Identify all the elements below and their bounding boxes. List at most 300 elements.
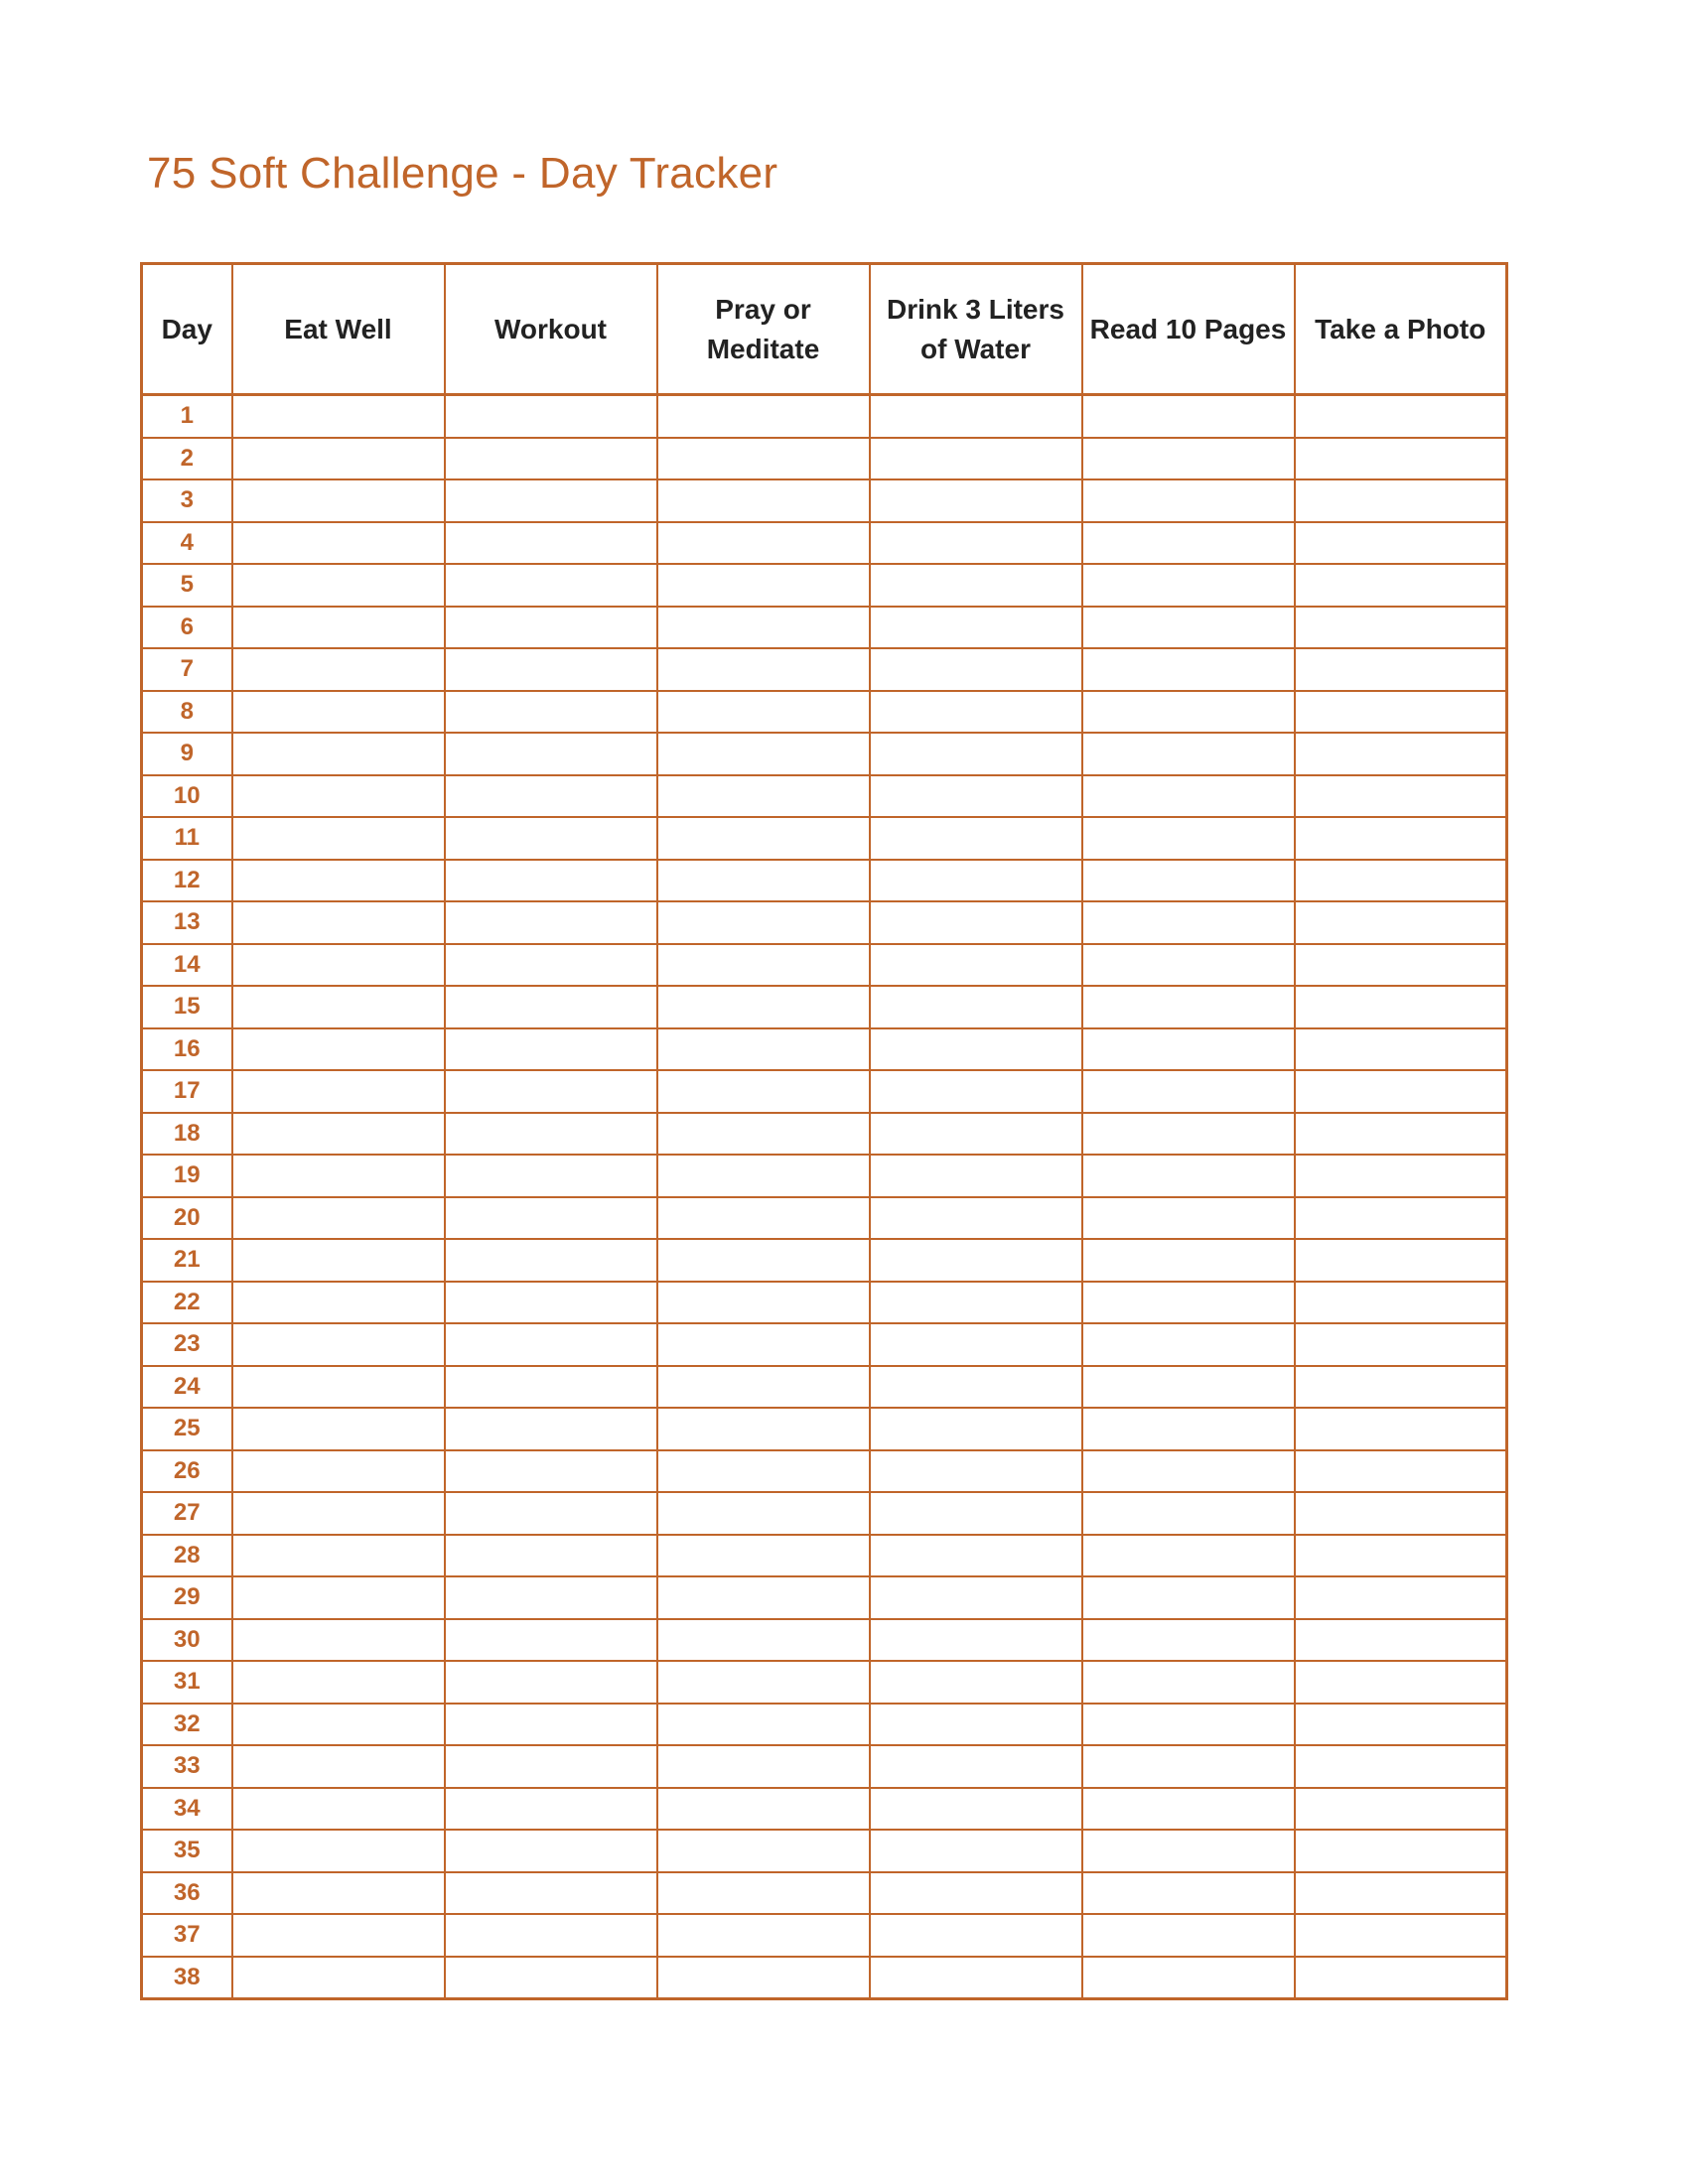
pray-or-meditate-checkbox-cell[interactable] bbox=[657, 1492, 870, 1535]
day-number: 28 bbox=[142, 1535, 232, 1577]
pray-or-meditate-checkbox-cell[interactable] bbox=[657, 901, 870, 944]
workout-checkbox-cell[interactable] bbox=[445, 1704, 657, 1746]
drink-water-checkbox-cell[interactable] bbox=[870, 1197, 1082, 1240]
workout-checkbox-cell[interactable] bbox=[445, 1450, 657, 1493]
read-pages-checkbox-cell[interactable] bbox=[1082, 1323, 1295, 1366]
day-number: 21 bbox=[142, 1239, 232, 1282]
eat-well-checkbox-cell[interactable] bbox=[232, 1366, 445, 1409]
read-pages-checkbox-cell[interactable] bbox=[1082, 564, 1295, 607]
workout-checkbox-cell[interactable] bbox=[445, 1492, 657, 1535]
day-number: 38 bbox=[142, 1957, 232, 1999]
workout-checkbox-cell[interactable] bbox=[445, 691, 657, 734]
pray-or-meditate-checkbox-cell[interactable] bbox=[657, 1957, 870, 1999]
pray-or-meditate-checkbox-cell[interactable] bbox=[657, 522, 870, 565]
table-row bbox=[142, 1788, 1507, 1831]
read-pages-checkbox-cell[interactable] bbox=[1082, 648, 1295, 691]
day-number: 11 bbox=[142, 817, 232, 860]
take-photo-checkbox-cell[interactable] bbox=[1295, 691, 1507, 734]
drink-water-checkbox-cell[interactable] bbox=[870, 1113, 1082, 1156]
read-pages-checkbox-cell[interactable] bbox=[1082, 1492, 1295, 1535]
table-row bbox=[142, 691, 1507, 734]
pray-or-meditate-checkbox-cell[interactable] bbox=[657, 1576, 870, 1619]
drink-water-checkbox-cell[interactable] bbox=[870, 817, 1082, 860]
day-number: 34 bbox=[142, 1788, 232, 1831]
drink-water-checkbox-cell[interactable] bbox=[870, 1619, 1082, 1662]
take-photo-checkbox-cell[interactable] bbox=[1295, 522, 1507, 565]
table-row bbox=[142, 1619, 1507, 1662]
take-photo-checkbox-cell[interactable] bbox=[1295, 607, 1507, 649]
workout-checkbox-cell[interactable] bbox=[445, 733, 657, 775]
pray-or-meditate-checkbox-cell[interactable] bbox=[657, 1704, 870, 1746]
pray-or-meditate-checkbox-cell[interactable] bbox=[657, 944, 870, 987]
pray-or-meditate-checkbox-cell[interactable] bbox=[657, 1535, 870, 1577]
take-photo-checkbox-cell[interactable] bbox=[1295, 395, 1507, 438]
pray-or-meditate-checkbox-cell[interactable] bbox=[657, 817, 870, 860]
take-photo-checkbox-cell[interactable] bbox=[1295, 1197, 1507, 1240]
table-row bbox=[142, 1408, 1507, 1450]
table-row bbox=[142, 733, 1507, 775]
take-photo-checkbox-cell[interactable] bbox=[1295, 479, 1507, 522]
eat-well-checkbox-cell[interactable] bbox=[232, 1028, 445, 1071]
eat-well-checkbox-cell[interactable] bbox=[232, 1113, 445, 1156]
eat-well-checkbox-cell[interactable] bbox=[232, 1788, 445, 1831]
table-row bbox=[142, 522, 1507, 565]
day-number: 3 bbox=[142, 479, 232, 522]
workout-checkbox-cell[interactable] bbox=[445, 1197, 657, 1240]
eat-well-checkbox-cell[interactable] bbox=[232, 395, 445, 438]
table-row bbox=[142, 1197, 1507, 1240]
day-number: 29 bbox=[142, 1576, 232, 1619]
pray-or-meditate-checkbox-cell[interactable] bbox=[657, 1028, 870, 1071]
read-pages-checkbox-cell[interactable] bbox=[1082, 1028, 1295, 1071]
eat-well-checkbox-cell[interactable] bbox=[232, 607, 445, 649]
table-row bbox=[142, 1872, 1507, 1915]
workout-checkbox-cell[interactable] bbox=[445, 1408, 657, 1450]
eat-well-checkbox-cell[interactable] bbox=[232, 1408, 445, 1450]
column-header-workout: Workout bbox=[445, 264, 657, 395]
drink-water-checkbox-cell[interactable] bbox=[870, 1239, 1082, 1282]
workout-checkbox-cell[interactable] bbox=[445, 438, 657, 480]
read-pages-checkbox-cell[interactable] bbox=[1082, 1830, 1295, 1872]
take-photo-checkbox-cell[interactable] bbox=[1295, 1914, 1507, 1957]
drink-water-checkbox-cell[interactable] bbox=[870, 1788, 1082, 1831]
eat-well-checkbox-cell[interactable] bbox=[232, 1197, 445, 1240]
drink-water-checkbox-cell[interactable] bbox=[870, 522, 1082, 565]
eat-well-checkbox-cell[interactable] bbox=[232, 1704, 445, 1746]
eat-well-checkbox-cell[interactable] bbox=[232, 901, 445, 944]
take-photo-checkbox-cell[interactable] bbox=[1295, 733, 1507, 775]
read-pages-checkbox-cell[interactable] bbox=[1082, 1239, 1295, 1282]
read-pages-checkbox-cell[interactable] bbox=[1082, 1745, 1295, 1788]
take-photo-checkbox-cell[interactable] bbox=[1295, 1872, 1507, 1915]
drink-water-checkbox-cell[interactable] bbox=[870, 1450, 1082, 1493]
read-pages-checkbox-cell[interactable] bbox=[1082, 901, 1295, 944]
day-number: 33 bbox=[142, 1745, 232, 1788]
take-photo-checkbox-cell[interactable] bbox=[1295, 1408, 1507, 1450]
drink-water-checkbox-cell[interactable] bbox=[870, 733, 1082, 775]
table-row bbox=[142, 1492, 1507, 1535]
table-row bbox=[142, 986, 1507, 1028]
day-number: 36 bbox=[142, 1872, 232, 1915]
workout-checkbox-cell[interactable] bbox=[445, 986, 657, 1028]
eat-well-checkbox-cell[interactable] bbox=[232, 1576, 445, 1619]
drink-water-checkbox-cell[interactable] bbox=[870, 775, 1082, 818]
read-pages-checkbox-cell[interactable] bbox=[1082, 1619, 1295, 1662]
workout-checkbox-cell[interactable] bbox=[445, 1155, 657, 1197]
workout-checkbox-cell[interactable] bbox=[445, 479, 657, 522]
workout-checkbox-cell[interactable] bbox=[445, 817, 657, 860]
pray-or-meditate-checkbox-cell[interactable] bbox=[657, 1155, 870, 1197]
drink-water-checkbox-cell[interactable] bbox=[870, 1492, 1082, 1535]
workout-checkbox-cell[interactable] bbox=[445, 1282, 657, 1324]
day-number: 24 bbox=[142, 1366, 232, 1409]
day-number: 25 bbox=[142, 1408, 232, 1450]
take-photo-checkbox-cell[interactable] bbox=[1295, 564, 1507, 607]
drink-water-checkbox-cell[interactable] bbox=[870, 1028, 1082, 1071]
take-photo-checkbox-cell[interactable] bbox=[1295, 1282, 1507, 1324]
eat-well-checkbox-cell[interactable] bbox=[232, 1535, 445, 1577]
day-number: 26 bbox=[142, 1450, 232, 1493]
day-number: 8 bbox=[142, 691, 232, 734]
take-photo-checkbox-cell[interactable] bbox=[1295, 1028, 1507, 1071]
drink-water-checkbox-cell[interactable] bbox=[870, 479, 1082, 522]
take-photo-checkbox-cell[interactable] bbox=[1295, 1323, 1507, 1366]
workout-checkbox-cell[interactable] bbox=[445, 1239, 657, 1282]
pray-or-meditate-checkbox-cell[interactable] bbox=[657, 1619, 870, 1662]
day-number: 6 bbox=[142, 607, 232, 649]
drink-water-checkbox-cell[interactable] bbox=[870, 1535, 1082, 1577]
workout-checkbox-cell[interactable] bbox=[445, 944, 657, 987]
eat-well-checkbox-cell[interactable] bbox=[232, 522, 445, 565]
eat-well-checkbox-cell[interactable] bbox=[232, 1745, 445, 1788]
page-title: 75 Soft Challenge - Day Tracker bbox=[147, 149, 778, 198]
read-pages-checkbox-cell[interactable] bbox=[1082, 479, 1295, 522]
take-photo-checkbox-cell[interactable] bbox=[1295, 1576, 1507, 1619]
workout-checkbox-cell[interactable] bbox=[445, 1070, 657, 1113]
workout-checkbox-cell[interactable] bbox=[445, 1661, 657, 1704]
eat-well-checkbox-cell[interactable] bbox=[232, 564, 445, 607]
take-photo-checkbox-cell[interactable] bbox=[1295, 1070, 1507, 1113]
workout-checkbox-cell[interactable] bbox=[445, 1323, 657, 1366]
table-row bbox=[142, 775, 1507, 818]
pray-or-meditate-checkbox-cell[interactable] bbox=[657, 1788, 870, 1831]
table-row bbox=[142, 1113, 1507, 1156]
table-row bbox=[142, 1323, 1507, 1366]
column-header-water-label: Drink 3 Liters of Water bbox=[887, 293, 1064, 364]
day-number: 14 bbox=[142, 944, 232, 987]
eat-well-checkbox-cell[interactable] bbox=[232, 691, 445, 734]
table-row bbox=[142, 1366, 1507, 1409]
drink-water-checkbox-cell[interactable] bbox=[870, 1576, 1082, 1619]
pray-or-meditate-checkbox-cell[interactable] bbox=[657, 1113, 870, 1156]
read-pages-checkbox-cell[interactable] bbox=[1082, 1197, 1295, 1240]
day-tracker-table bbox=[140, 262, 1508, 2000]
pray-or-meditate-checkbox-cell[interactable] bbox=[657, 648, 870, 691]
read-pages-checkbox-cell[interactable] bbox=[1082, 1408, 1295, 1450]
read-pages-checkbox-cell[interactable] bbox=[1082, 438, 1295, 480]
table-row bbox=[142, 1745, 1507, 1788]
drink-water-checkbox-cell[interactable] bbox=[870, 1872, 1082, 1915]
table-row bbox=[142, 817, 1507, 860]
drink-water-checkbox-cell[interactable] bbox=[870, 944, 1082, 987]
day-number: 16 bbox=[142, 1028, 232, 1071]
eat-well-checkbox-cell[interactable] bbox=[232, 860, 445, 902]
read-pages-checkbox-cell[interactable] bbox=[1082, 1957, 1295, 1999]
drink-water-checkbox-cell[interactable] bbox=[870, 986, 1082, 1028]
take-photo-checkbox-cell[interactable] bbox=[1295, 860, 1507, 902]
read-pages-checkbox-cell[interactable] bbox=[1082, 1113, 1295, 1156]
eat-well-checkbox-cell[interactable] bbox=[232, 944, 445, 987]
table-row bbox=[142, 1914, 1507, 1957]
workout-checkbox-cell[interactable] bbox=[445, 901, 657, 944]
table-row bbox=[142, 648, 1507, 691]
take-photo-checkbox-cell[interactable] bbox=[1295, 1661, 1507, 1704]
table-row bbox=[142, 1661, 1507, 1704]
day-number: 12 bbox=[142, 860, 232, 902]
table-row bbox=[142, 1028, 1507, 1071]
take-photo-checkbox-cell[interactable] bbox=[1295, 1113, 1507, 1156]
pray-or-meditate-checkbox-cell[interactable] bbox=[657, 1914, 870, 1957]
table-row bbox=[142, 1830, 1507, 1872]
day-number: 32 bbox=[142, 1704, 232, 1746]
pray-or-meditate-checkbox-cell[interactable] bbox=[657, 564, 870, 607]
take-photo-checkbox-cell[interactable] bbox=[1295, 1239, 1507, 1282]
read-pages-checkbox-cell[interactable] bbox=[1082, 1704, 1295, 1746]
eat-well-checkbox-cell[interactable] bbox=[232, 733, 445, 775]
drink-water-checkbox-cell[interactable] bbox=[870, 438, 1082, 480]
eat-well-checkbox-cell[interactable] bbox=[232, 1914, 445, 1957]
drink-water-checkbox-cell[interactable] bbox=[870, 1957, 1082, 1999]
workout-checkbox-cell[interactable] bbox=[445, 607, 657, 649]
drink-water-checkbox-cell[interactable] bbox=[870, 1830, 1082, 1872]
drink-water-checkbox-cell[interactable] bbox=[870, 1704, 1082, 1746]
take-photo-checkbox-cell[interactable] bbox=[1295, 817, 1507, 860]
take-photo-checkbox-cell[interactable] bbox=[1295, 1788, 1507, 1831]
day-number: 30 bbox=[142, 1619, 232, 1662]
read-pages-checkbox-cell[interactable] bbox=[1082, 1535, 1295, 1577]
table-row bbox=[142, 1155, 1507, 1197]
read-pages-checkbox-cell[interactable] bbox=[1082, 1450, 1295, 1493]
drink-water-checkbox-cell[interactable] bbox=[870, 648, 1082, 691]
take-photo-checkbox-cell[interactable] bbox=[1295, 1619, 1507, 1662]
take-photo-checkbox-cell[interactable] bbox=[1295, 438, 1507, 480]
pray-or-meditate-checkbox-cell[interactable] bbox=[657, 395, 870, 438]
pray-or-meditate-checkbox-cell[interactable] bbox=[657, 1872, 870, 1915]
workout-checkbox-cell[interactable] bbox=[445, 1113, 657, 1156]
read-pages-checkbox-cell[interactable] bbox=[1082, 1576, 1295, 1619]
column-header-read-pages: Read 10 Pages bbox=[1082, 264, 1295, 395]
drink-water-checkbox-cell[interactable] bbox=[870, 1914, 1082, 1957]
column-header-drink-water bbox=[870, 264, 1082, 395]
workout-checkbox-cell[interactable] bbox=[445, 1576, 657, 1619]
eat-well-checkbox-cell[interactable] bbox=[232, 1872, 445, 1915]
table-row bbox=[142, 395, 1507, 438]
read-pages-checkbox-cell[interactable] bbox=[1082, 986, 1295, 1028]
take-photo-checkbox-cell[interactable] bbox=[1295, 1535, 1507, 1577]
workout-checkbox-cell[interactable] bbox=[445, 860, 657, 902]
eat-well-checkbox-cell[interactable] bbox=[232, 438, 445, 480]
tracker-body bbox=[142, 395, 1507, 1999]
eat-well-checkbox-cell[interactable] bbox=[232, 1492, 445, 1535]
take-photo-checkbox-cell[interactable] bbox=[1295, 1704, 1507, 1746]
take-photo-checkbox-cell[interactable] bbox=[1295, 775, 1507, 818]
take-photo-checkbox-cell[interactable] bbox=[1295, 986, 1507, 1028]
workout-checkbox-cell[interactable] bbox=[445, 1830, 657, 1872]
table-row bbox=[142, 901, 1507, 944]
drink-water-checkbox-cell[interactable] bbox=[870, 1408, 1082, 1450]
table-row bbox=[142, 1239, 1507, 1282]
column-header-pray-label: Pray or Meditate bbox=[706, 293, 820, 364]
take-photo-checkbox-cell[interactable] bbox=[1295, 901, 1507, 944]
eat-well-checkbox-cell[interactable] bbox=[232, 775, 445, 818]
day-number: 27 bbox=[142, 1492, 232, 1535]
workout-checkbox-cell[interactable] bbox=[445, 1028, 657, 1071]
workout-checkbox-cell[interactable] bbox=[445, 1619, 657, 1662]
read-pages-checkbox-cell[interactable] bbox=[1082, 733, 1295, 775]
read-pages-checkbox-cell[interactable] bbox=[1082, 817, 1295, 860]
drink-water-checkbox-cell[interactable] bbox=[870, 1282, 1082, 1324]
pray-or-meditate-checkbox-cell[interactable] bbox=[657, 1070, 870, 1113]
drink-water-checkbox-cell[interactable] bbox=[870, 901, 1082, 944]
eat-well-checkbox-cell[interactable] bbox=[232, 1155, 445, 1197]
workout-checkbox-cell[interactable] bbox=[445, 1872, 657, 1915]
read-pages-checkbox-cell[interactable] bbox=[1082, 607, 1295, 649]
take-photo-checkbox-cell[interactable] bbox=[1295, 944, 1507, 987]
read-pages-checkbox-cell[interactable] bbox=[1082, 775, 1295, 818]
pray-or-meditate-checkbox-cell[interactable] bbox=[657, 1661, 870, 1704]
workout-checkbox-cell[interactable] bbox=[445, 1535, 657, 1577]
pray-or-meditate-checkbox-cell[interactable] bbox=[657, 860, 870, 902]
pray-or-meditate-checkbox-cell[interactable] bbox=[657, 1830, 870, 1872]
read-pages-checkbox-cell[interactable] bbox=[1082, 1788, 1295, 1831]
drink-water-checkbox-cell[interactable] bbox=[870, 691, 1082, 734]
workout-checkbox-cell[interactable] bbox=[445, 648, 657, 691]
day-number: 18 bbox=[142, 1113, 232, 1156]
take-photo-checkbox-cell[interactable] bbox=[1295, 1155, 1507, 1197]
eat-well-checkbox-cell[interactable] bbox=[232, 986, 445, 1028]
table-row bbox=[142, 1070, 1507, 1113]
pray-or-meditate-checkbox-cell[interactable] bbox=[657, 1366, 870, 1409]
table-row bbox=[142, 1282, 1507, 1324]
take-photo-checkbox-cell[interactable] bbox=[1295, 1957, 1507, 1999]
pray-or-meditate-checkbox-cell[interactable] bbox=[657, 986, 870, 1028]
drink-water-checkbox-cell[interactable] bbox=[870, 564, 1082, 607]
eat-well-checkbox-cell[interactable] bbox=[232, 1070, 445, 1113]
day-number: 20 bbox=[142, 1197, 232, 1240]
day-number: 17 bbox=[142, 1070, 232, 1113]
header-row bbox=[142, 264, 1507, 395]
day-number: 31 bbox=[142, 1661, 232, 1704]
eat-well-checkbox-cell[interactable] bbox=[232, 1619, 445, 1662]
drink-water-checkbox-cell[interactable] bbox=[870, 607, 1082, 649]
read-pages-checkbox-cell[interactable] bbox=[1082, 1282, 1295, 1324]
eat-well-checkbox-cell[interactable] bbox=[232, 1450, 445, 1493]
read-pages-checkbox-cell[interactable] bbox=[1082, 395, 1295, 438]
take-photo-checkbox-cell[interactable] bbox=[1295, 648, 1507, 691]
day-number: 9 bbox=[142, 733, 232, 775]
day-number: 19 bbox=[142, 1155, 232, 1197]
read-pages-checkbox-cell[interactable] bbox=[1082, 1155, 1295, 1197]
read-pages-checkbox-cell[interactable] bbox=[1082, 1070, 1295, 1113]
workout-checkbox-cell[interactable] bbox=[445, 775, 657, 818]
eat-well-checkbox-cell[interactable] bbox=[232, 1323, 445, 1366]
pray-or-meditate-checkbox-cell[interactable] bbox=[657, 438, 870, 480]
workout-checkbox-cell[interactable] bbox=[445, 1957, 657, 1999]
day-number: 15 bbox=[142, 986, 232, 1028]
take-photo-checkbox-cell[interactable] bbox=[1295, 1830, 1507, 1872]
drink-water-checkbox-cell[interactable] bbox=[870, 1155, 1082, 1197]
eat-well-checkbox-cell[interactable] bbox=[232, 1957, 445, 1999]
workout-checkbox-cell[interactable] bbox=[445, 1788, 657, 1831]
pray-or-meditate-checkbox-cell[interactable] bbox=[657, 1197, 870, 1240]
table-row bbox=[142, 1704, 1507, 1746]
eat-well-checkbox-cell[interactable] bbox=[232, 817, 445, 860]
eat-well-checkbox-cell[interactable] bbox=[232, 479, 445, 522]
table-row bbox=[142, 1576, 1507, 1619]
pray-or-meditate-checkbox-cell[interactable] bbox=[657, 1323, 870, 1366]
workout-checkbox-cell[interactable] bbox=[445, 1745, 657, 1788]
pray-or-meditate-checkbox-cell[interactable] bbox=[657, 607, 870, 649]
drink-water-checkbox-cell[interactable] bbox=[870, 395, 1082, 438]
pray-or-meditate-checkbox-cell[interactable] bbox=[657, 733, 870, 775]
drink-water-checkbox-cell[interactable] bbox=[870, 1070, 1082, 1113]
workout-checkbox-cell[interactable] bbox=[445, 1366, 657, 1409]
eat-well-checkbox-cell[interactable] bbox=[232, 1282, 445, 1324]
pray-or-meditate-checkbox-cell[interactable] bbox=[657, 1745, 870, 1788]
eat-well-checkbox-cell[interactable] bbox=[232, 1661, 445, 1704]
drink-water-checkbox-cell[interactable] bbox=[870, 1323, 1082, 1366]
read-pages-checkbox-cell[interactable] bbox=[1082, 1366, 1295, 1409]
day-number: 5 bbox=[142, 564, 232, 607]
table-row bbox=[142, 1450, 1507, 1493]
read-pages-checkbox-cell[interactable] bbox=[1082, 522, 1295, 565]
take-photo-checkbox-cell[interactable] bbox=[1295, 1450, 1507, 1493]
read-pages-checkbox-cell[interactable] bbox=[1082, 1661, 1295, 1704]
read-pages-checkbox-cell[interactable] bbox=[1082, 1872, 1295, 1915]
take-photo-checkbox-cell[interactable] bbox=[1295, 1366, 1507, 1409]
read-pages-checkbox-cell[interactable] bbox=[1082, 1914, 1295, 1957]
take-photo-checkbox-cell[interactable] bbox=[1295, 1492, 1507, 1535]
drink-water-checkbox-cell[interactable] bbox=[870, 860, 1082, 902]
day-number: 10 bbox=[142, 775, 232, 818]
drink-water-checkbox-cell[interactable] bbox=[870, 1366, 1082, 1409]
read-pages-checkbox-cell[interactable] bbox=[1082, 691, 1295, 734]
workout-checkbox-cell[interactable] bbox=[445, 522, 657, 565]
pray-or-meditate-checkbox-cell[interactable] bbox=[657, 1450, 870, 1493]
drink-water-checkbox-cell[interactable] bbox=[870, 1745, 1082, 1788]
workout-checkbox-cell[interactable] bbox=[445, 1914, 657, 1957]
read-pages-checkbox-cell[interactable] bbox=[1082, 944, 1295, 987]
eat-well-checkbox-cell[interactable] bbox=[232, 648, 445, 691]
pray-or-meditate-checkbox-cell[interactable] bbox=[657, 1282, 870, 1324]
pray-or-meditate-checkbox-cell[interactable] bbox=[657, 1239, 870, 1282]
workout-checkbox-cell[interactable] bbox=[445, 564, 657, 607]
take-photo-checkbox-cell[interactable] bbox=[1295, 1745, 1507, 1788]
drink-water-checkbox-cell[interactable] bbox=[870, 1661, 1082, 1704]
pray-or-meditate-checkbox-cell[interactable] bbox=[657, 479, 870, 522]
pray-or-meditate-checkbox-cell[interactable] bbox=[657, 1408, 870, 1450]
table-row bbox=[142, 479, 1507, 522]
workout-checkbox-cell[interactable] bbox=[445, 395, 657, 438]
eat-well-checkbox-cell[interactable] bbox=[232, 1239, 445, 1282]
table-row bbox=[142, 944, 1507, 987]
eat-well-checkbox-cell[interactable] bbox=[232, 1830, 445, 1872]
read-pages-checkbox-cell[interactable] bbox=[1082, 860, 1295, 902]
pray-or-meditate-checkbox-cell[interactable] bbox=[657, 775, 870, 818]
column-header-eat-well: Eat Well bbox=[232, 264, 445, 395]
column-header-pray-or-meditate bbox=[657, 264, 870, 395]
pray-or-meditate-checkbox-cell[interactable] bbox=[657, 691, 870, 734]
